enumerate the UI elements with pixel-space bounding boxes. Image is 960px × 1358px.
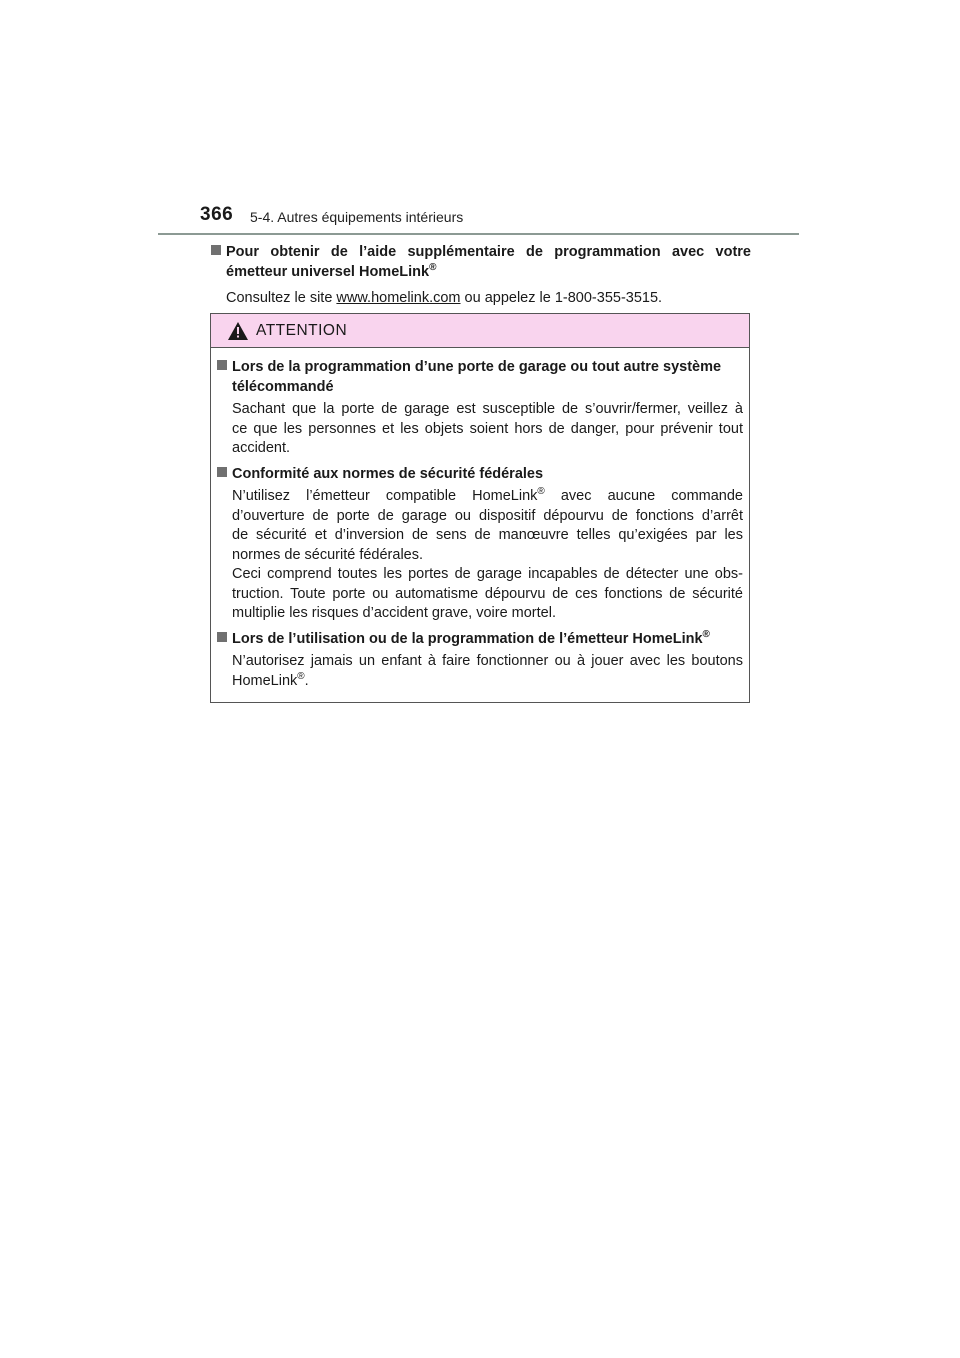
intro-heading: Pour obtenir de l’aide supplémentaire de programmation avec votre: [211, 242, 751, 262]
header-rule: [158, 233, 799, 235]
registered-mark: ®: [429, 262, 437, 273]
attention-title: ATTENTION: [256, 322, 348, 339]
attention-content: [211, 348, 749, 691]
intro-section: [211, 242, 751, 308]
intro-heading-cont: émetteur universel HomeLink®: [226, 262, 437, 280]
attention-box: [210, 313, 750, 703]
section-title: 5-4. Autres équipements intérieurs: [250, 209, 464, 225]
warning-triangle-icon: [228, 322, 248, 340]
attention-item: Lors de la programmation d’une porte de garage ou tout autre système télécommandé Sachant que la porte de garage est susceptible de s’ouvrir/fermer, veillez à ce que les personnes et les objets soient hors de danger, pour prévenir tout accident.: [217, 358, 743, 459]
page-number: 366: [200, 204, 234, 225]
attention-item: Lors de l’utilisation ou de la programmation de l’émetteur HomeLink® N’autorisez jamais un enfant à faire fonctionner ou à jouer avec les boutons HomeLink®.: [217, 630, 743, 692]
square-bullet-icon: [217, 360, 227, 370]
attention-item-body: N’utilisez l’émetteur compatible HomeLink® avec aucune commande d’ouverture de porte de garage ou dispositif dépourvu de fonctions d’arrêt de sécurité et d’inversion de sens de manœuvre telles qu’exigées par les normes de sécurité fédérales. Ceci comprend toutes les portes de garage incapables de détecter une obs- truction. Toute porte ou automatisme dépourvu de ces fonctions de sécurité multiplie les risques d’accident grave, voire mortel.: [232, 486, 743, 621]
square-bullet-icon: [217, 467, 227, 477]
intro-body: Consultez le site www.homelink.com ou appelez le 1-800-355-3515.: [226, 290, 663, 306]
square-bullet-icon: [217, 632, 227, 642]
homelink-link[interactable]: www.homelink.com: [336, 290, 461, 306]
attention-item: Conformité aux normes de sécurité fédérales N’utilisez l’émetteur compatible HomeLink® avec aucune commande d’ouverture de porte de garage ou dispositif dépourvu de fonctions d’arrêt de sécurité et d’inversion de sens de manœuvre telles qu’exigées par les normes de sécurité fédérales. Ceci comprend toutes les portes de garage incapables de détecter une obs- truction. Toute porte ou automatisme dépourvu de ces fonctions de sécurité multiplie les risques d’accident grave, voire mortel.: [217, 465, 743, 624]
square-bullet-icon: [211, 245, 221, 255]
attention-item-body: Sachant que la porte de garage est susceptible de s’ouvrir/fermer, veillez à ce que les personnes et les objets soient hors de danger, pour prévenir tout accident.: [232, 401, 743, 456]
attention-header: [211, 314, 749, 348]
attention-item-body: N’autorisez jamais un enfant à faire fonctionner ou à jouer avec les boutons HomeLink®.: [232, 653, 743, 689]
